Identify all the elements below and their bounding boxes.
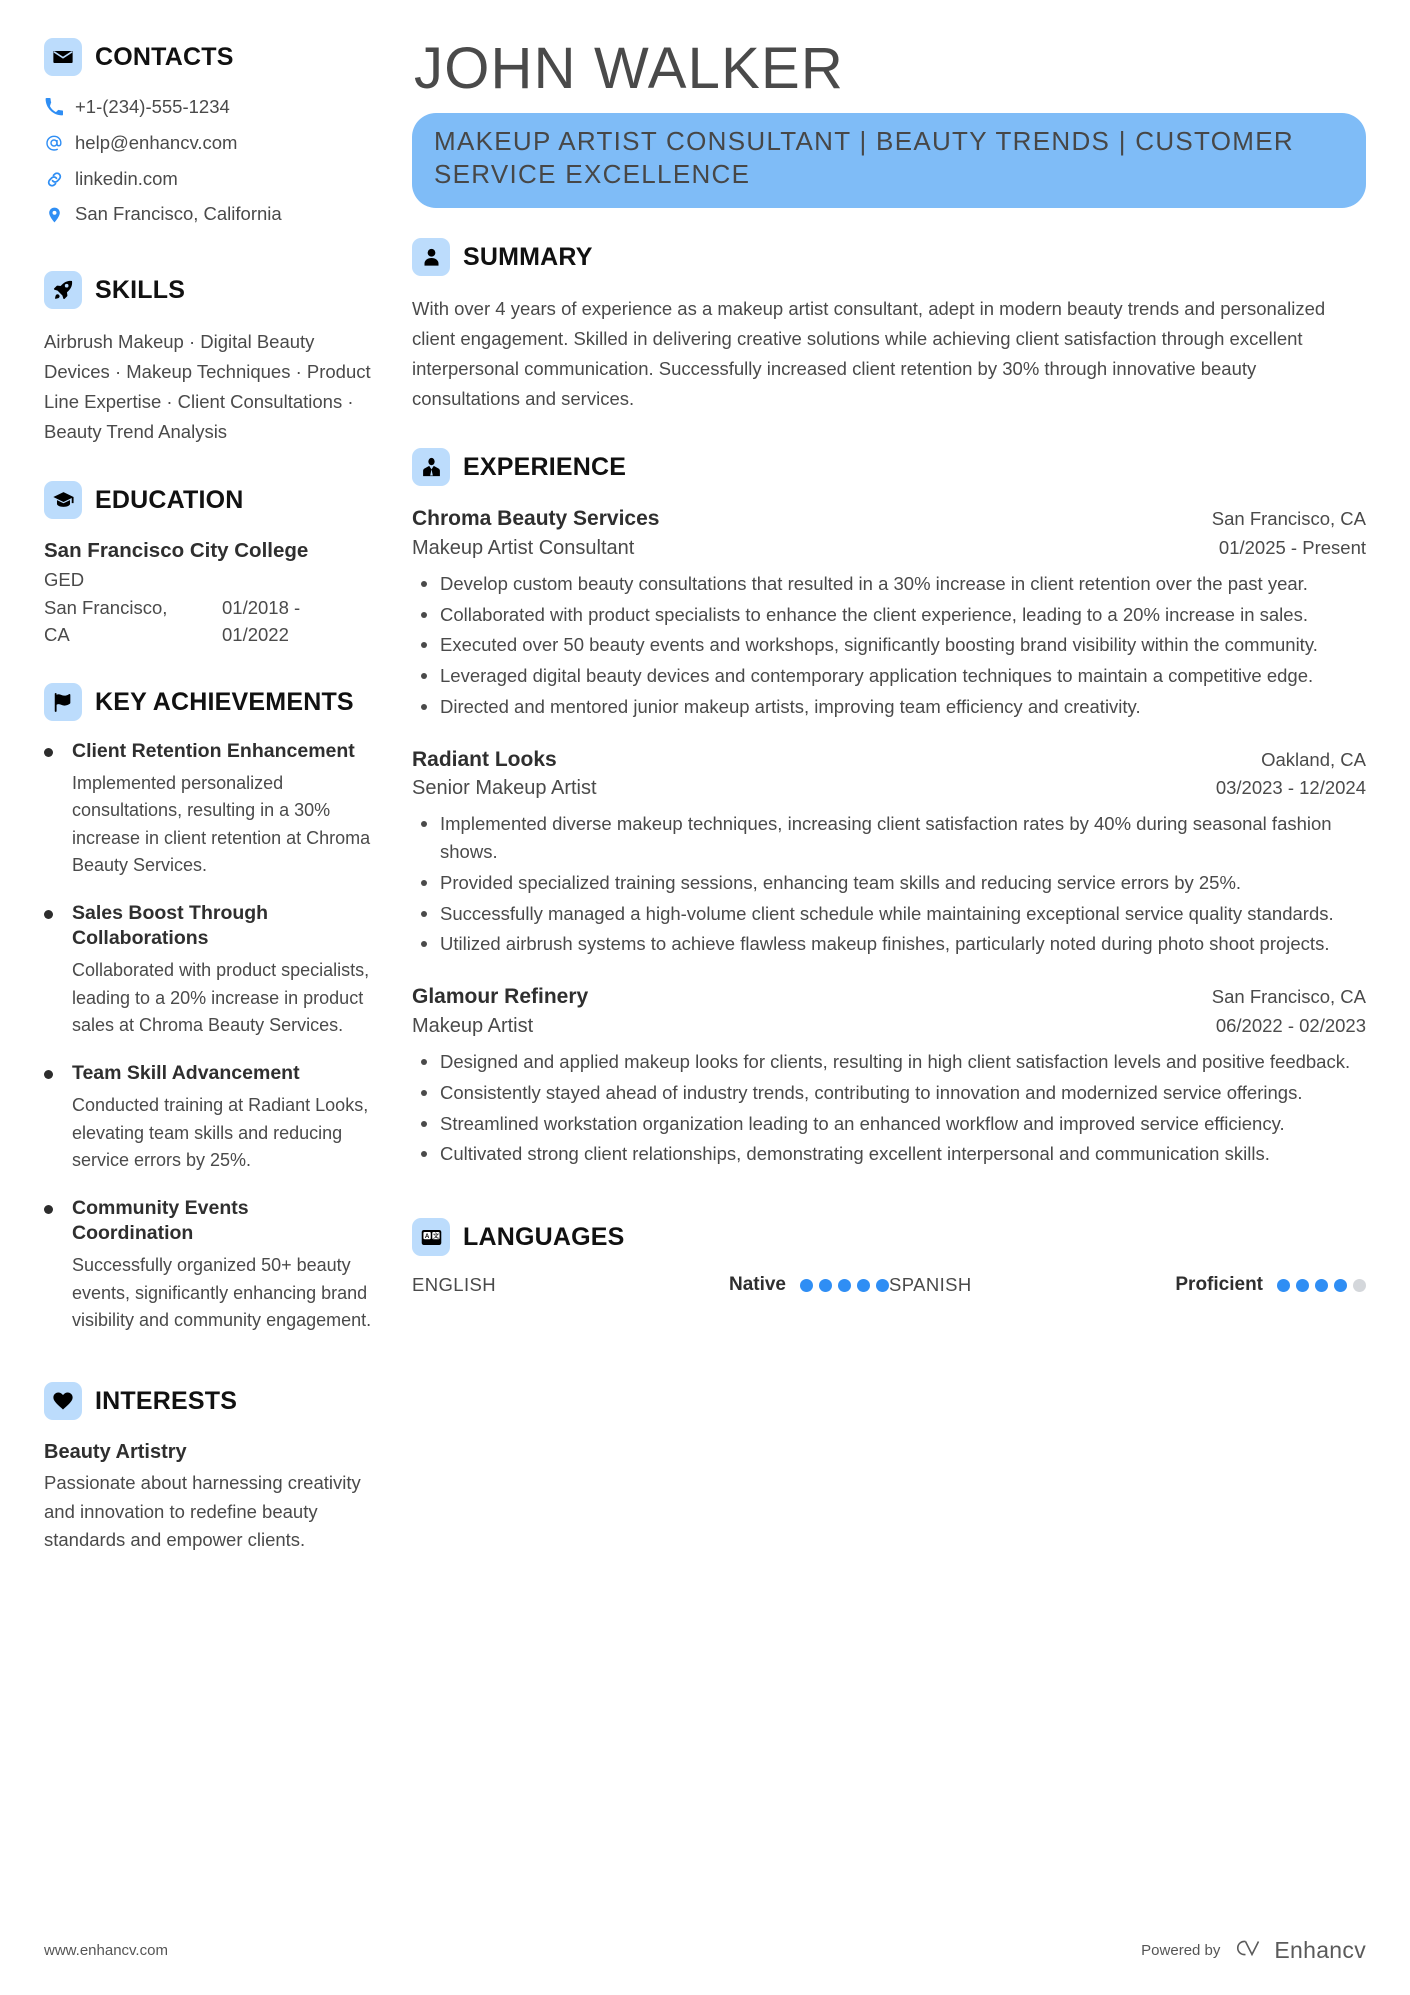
language-item: [412, 1274, 889, 1296]
experience-dates: 06/2022 - 02/2023: [1215, 1015, 1366, 1037]
svg-text:文: 文: [432, 1232, 439, 1240]
experience-bullet: Leveraged digital beauty devices and contemporary application techniques to maintain a competitive edge.: [416, 662, 1366, 690]
education-degree: GED: [44, 568, 85, 590]
experience-role: Senior Makeup Artist: [412, 777, 597, 800]
flag-icon: [44, 683, 82, 721]
contact-phone[interactable]: [44, 94, 372, 121]
contact-list: [44, 94, 372, 228]
achievement-description: Collaborated with product specialists, leading to a 20% increase in product sales at Chroma Beauty Services.: [72, 960, 370, 1036]
experience-dates: 03/2023 - 12/2024: [1215, 777, 1366, 799]
experience-bullet: Cultivated strong client relationships, demonstrating excellent interpersonal and communication skills.: [416, 1140, 1366, 1168]
experience-item-subheader: [412, 1012, 1366, 1041]
interest-description: Passionate about harnessing creativity and innovation to redefine beauty standards and empower clients.: [44, 1472, 361, 1550]
section-header-education: [44, 481, 372, 519]
section-title-languages: LANGUAGES: [463, 1222, 625, 1251]
experience-bullet: Provided specialized training sessions, enhancing team skills and reducing service errors by 25%.: [416, 869, 1366, 897]
experience-bullet: Executed over 50 beauty events and workshops, significantly boosting brand visibility within the community.: [416, 631, 1366, 659]
experience-bullet: Directed and mentored junior makeup artists, improving team efficiency and creativity.: [416, 693, 1366, 721]
experience-bullet: Successfully managed a high-volume client schedule while maintaining exceptional service quality standards.: [416, 900, 1366, 928]
proficiency-dot: [838, 1279, 851, 1292]
experience-item: [412, 504, 1366, 721]
experience-bullet: Designed and applied makeup looks for clients, resulting in high client satisfaction levels and positive feedback.: [416, 1048, 1366, 1076]
left-sidebar: [44, 38, 390, 1995]
spacer: [44, 1356, 372, 1382]
enhancv-brand-name: Enhancv: [1274, 1937, 1366, 1963]
proficiency-dot-empty: [1353, 1279, 1366, 1292]
language-name: SPANISH: [889, 1274, 972, 1296]
experience-item: [412, 745, 1366, 959]
proficiency-dot: [1296, 1279, 1309, 1292]
summary-text: With over 4 years of experience as a makeup artist consultant, adept in modern beauty trends and personalized client engagement. Skilled in delivering creative solutions while achieving client satisfaction through excellent interpersonal communication. Successfully increased client retention by 30% through innovative beauty consultations and services.: [412, 298, 1326, 410]
section-header-experience: [412, 448, 1366, 486]
achievement-description: Successfully organized 50+ beauty events, significantly enhancing brand visibility and community engagement.: [72, 1255, 372, 1331]
powered-by-block: [1141, 1936, 1366, 1965]
education-school: San Francisco City College: [44, 539, 309, 563]
spacer: [412, 1192, 1366, 1218]
bullet-icon: [44, 1196, 58, 1334]
language-proficiency-dots: [800, 1279, 889, 1292]
spacer: [44, 237, 372, 271]
interest-title: Beauty Artistry: [44, 1441, 187, 1464]
experience-bullet: Utilized airbrush systems to achieve flawless makeup finishes, particularly noted during photo shoot projects.: [416, 930, 1366, 958]
language-level: Native: [728, 1274, 786, 1296]
experience-bullet: Collaborated with product specialists to enhance the client experience, leading to a 20% increase in sales.: [416, 601, 1366, 629]
experience-list: [412, 504, 1366, 1168]
contact-linkedin-value: linkedin.com: [75, 167, 178, 189]
interest-item: [44, 1438, 372, 1553]
section-title-experience: EXPERIENCE: [463, 452, 627, 481]
bullet-icon: [44, 901, 58, 1039]
bullet-icon: [44, 739, 58, 879]
proficiency-dot: [1315, 1279, 1328, 1292]
achievement-title: Client Retention Enhancement: [72, 740, 355, 763]
contact-email-value: help@enhancv.com: [75, 131, 238, 153]
experience-company: Chroma Beauty Services: [412, 507, 660, 531]
heart-icon: [44, 1382, 82, 1420]
person-icon: [412, 238, 450, 276]
businessperson-icon: [412, 448, 450, 486]
contact-email[interactable]: [44, 130, 372, 157]
footer-website-url[interactable]: www.enhancv.com: [44, 1942, 168, 1959]
experience-location: San Francisco, CA: [1211, 986, 1366, 1008]
skills-list: Airbrush Makeup · Digital Beauty Devices · Makeup Techniques · Product Line Expertise · Client Consultations · Beauty Trend Analysis: [44, 331, 371, 443]
experience-location: Oakland, CA: [1261, 748, 1366, 770]
proficiency-dot: [857, 1279, 870, 1292]
experience-item-subheader: [412, 534, 1366, 563]
language-name: ENGLISH: [412, 1274, 497, 1296]
experience-bullets: [412, 1048, 1366, 1168]
achievement-item: [44, 901, 372, 1039]
section-header-skills: [44, 271, 372, 309]
spacer: [44, 649, 372, 683]
experience-item-header: [412, 745, 1366, 775]
experience-role: Makeup Artist: [412, 1015, 534, 1038]
experience-bullets: [412, 570, 1366, 721]
bullet-icon: [44, 1061, 58, 1174]
link-icon: [44, 170, 64, 189]
section-header-key-achievements: [44, 683, 372, 721]
achievement-title: Community Events Coordination: [72, 1197, 249, 1245]
experience-company: Radiant Looks: [412, 747, 557, 771]
achievement-item: [44, 1061, 372, 1174]
achievement-title: Team Skill Advancement: [72, 1062, 300, 1085]
language-item: [889, 1274, 1366, 1296]
proficiency-dot: [819, 1279, 832, 1292]
contact-linkedin[interactable]: [44, 166, 372, 193]
section-header-contacts: [44, 38, 372, 76]
languages-list: [412, 1274, 1366, 1296]
experience-bullet: Streamlined workstation organization leading to an enhanced workflow and improved service efficiency.: [416, 1110, 1366, 1138]
section-title-skills: SKILLS: [95, 275, 186, 304]
section-header-summary: [412, 238, 1366, 276]
envelope-icon: [44, 38, 82, 76]
section-header-interests: [44, 1382, 372, 1420]
education-location: San Francisco, CA: [44, 596, 168, 646]
education-entry: [44, 537, 372, 649]
spacer: [44, 447, 372, 481]
section-title-education: EDUCATION: [95, 485, 244, 514]
education-meta: [44, 594, 372, 650]
main-content: [390, 38, 1366, 1995]
proficiency-dot: [1277, 1279, 1290, 1292]
page-footer: [44, 1936, 1366, 1965]
proficiency-dot: [1334, 1279, 1347, 1292]
contact-location-value: San Francisco, California: [75, 203, 282, 225]
section-title-key-achievements: KEY ACHIEVEMENTS: [95, 687, 354, 716]
experience-location: San Francisco, CA: [1211, 508, 1366, 530]
graduation-cap-icon: [44, 481, 82, 519]
experience-item-header: [412, 504, 1366, 534]
experience-bullets: [412, 810, 1366, 958]
experience-company: Glamour Refinery: [412, 985, 589, 1009]
contact-location[interactable]: [44, 201, 372, 228]
achievement-item: [44, 1196, 372, 1334]
achievement-description: Conducted training at Radiant Looks, elevating team skills and reducing service errors by 25%.: [72, 1095, 369, 1171]
svg-text:A: A: [424, 1232, 429, 1240]
achievement-description: Implemented personalized consultations, resulting in a 30% increase in client retention at Chroma Beauty Services.: [72, 773, 371, 876]
achievement-title: Sales Boost Through Collaborations: [72, 902, 269, 950]
language-level: Proficient: [1175, 1274, 1263, 1296]
experience-bullet: Develop custom beauty consultations that resulted in a 30% increase in client retention over the past year.: [416, 570, 1366, 598]
experience-item-subheader: [412, 774, 1366, 803]
experience-item-header: [412, 982, 1366, 1012]
section-title-summary: SUMMARY: [463, 242, 593, 271]
enhancv-logo-icon: [1231, 1936, 1267, 1965]
experience-bullet: Consistently stayed ahead of industry trends, contributing to innovation and modernized service offerings.: [416, 1079, 1366, 1107]
at-sign-icon: [44, 133, 64, 153]
enhancv-brand[interactable]: [1231, 1936, 1366, 1965]
experience-role: Makeup Artist Consultant: [412, 536, 635, 559]
translate-icon: [412, 1218, 450, 1256]
experience-bullet: Implemented diverse makeup techniques, increasing client satisfaction rates by 40% during seasonal fashion shows.: [416, 810, 1366, 866]
education-dates: 01/2018 - 01/2022: [222, 596, 301, 646]
section-title-contacts: CONTACTS: [95, 42, 234, 71]
phone-icon: [44, 98, 64, 116]
page-title: JOHN WALKER: [414, 36, 844, 101]
section-header-languages: [412, 1218, 1366, 1256]
powered-by-label: Powered by: [1141, 1942, 1221, 1959]
contact-phone-value: +1-(234)-555-1234: [75, 96, 230, 117]
spacer: [412, 414, 1366, 448]
location-pin-icon: [44, 205, 64, 225]
key-achievements-list: [44, 739, 372, 1334]
rocket-icon: [44, 271, 82, 309]
section-title-interests: INTERESTS: [95, 1386, 238, 1415]
experience-item: [412, 982, 1366, 1168]
proficiency-dot: [800, 1279, 813, 1292]
professional-title-banner: MAKEUP ARTIST CONSULTANT | BEAUTY TRENDS | CUSTOMER SERVICE EXCELLENCE: [412, 113, 1366, 209]
achievement-item: [44, 739, 372, 879]
experience-dates: 01/2025 - Present: [1218, 536, 1366, 558]
proficiency-dot: [876, 1279, 889, 1292]
language-proficiency-dots: [1277, 1279, 1366, 1292]
